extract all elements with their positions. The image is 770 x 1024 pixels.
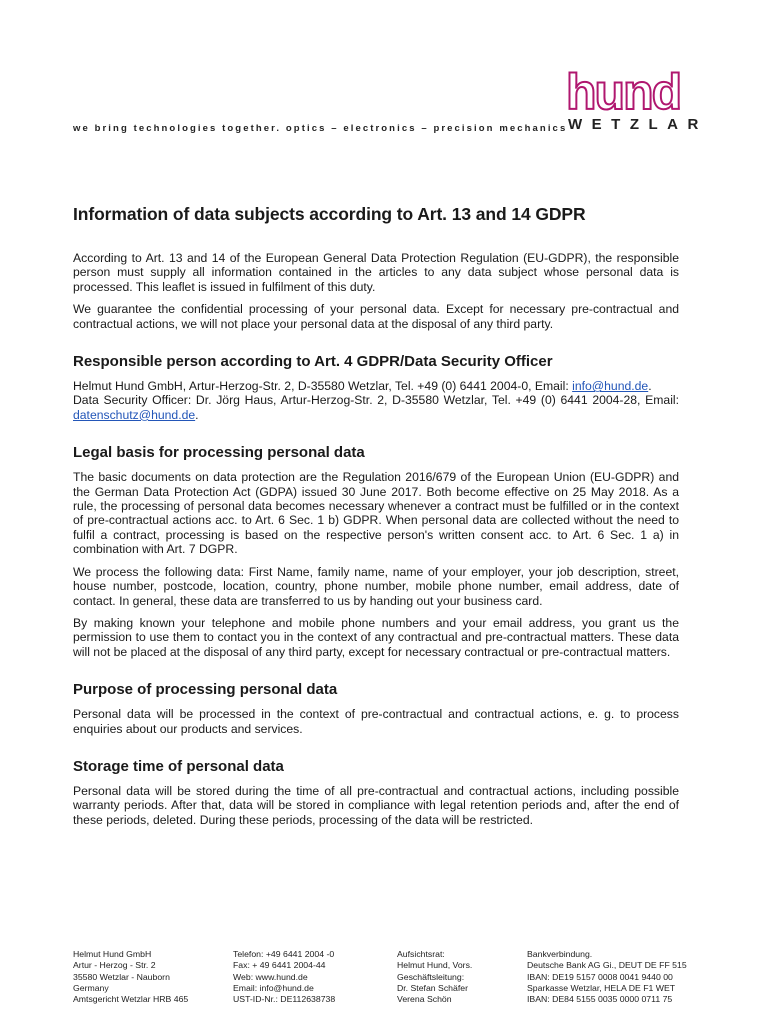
storage-heading: Storage time of personal data <box>73 757 284 775</box>
purpose-paragraph: Personal data will be processed in the context of pre-contractual and contractual actions, e. g. to process enquiries about our products and services. <box>73 707 679 736</box>
legal-paragraph-1: The basic documents on data protection are the Regulation 2016/679 of the European Union (EU-GDPR) and the German Data Protection Act (GDPA) issued 30 June 2017. Both become effective on 25 May 2018. As a rule, the processing of personal data becomes necessary whenever a contract must be fulfilled or in the context of pre-contractual actions acc. to Art. 6 Sec. 1 b) GDPR. When personal data are collected without the need to fulfil a contract, processing is based on the respective person's written consent acc. to Art. 6 Sec. 1 a) in combination with Art. 7 DGPR. <box>73 470 679 557</box>
footer-line: Verena Schön <box>397 994 452 1005</box>
footer-address-column <box>73 949 188 1005</box>
document-title: Information of data subjects according to Art. 13 and 14 GDPR <box>73 204 586 224</box>
purpose-heading: Purpose of processing personal data <box>73 681 338 699</box>
footer-line: Bankverbindung. <box>527 949 593 959</box>
footer-line: Fax: + 49 6441 2004-44 <box>233 960 326 971</box>
hund-logo <box>566 64 708 134</box>
footer-line: IBAN: DE19 5157 0008 0041 9440 00 <box>527 971 673 982</box>
company-tagline: we bring technologies together. optics – electronics – precision mechanics <box>73 123 568 134</box>
footer-line: Email: info@hund.de <box>233 982 314 993</box>
footer-line: IBAN: DE84 5155 0035 0000 0711 75 <box>527 994 673 1005</box>
intro-paragraph-2: We guarantee the confidential processing of your personal data. Except for necessary pre-contractual and contractual actions, we will not place your personal data at the disposal of any third party. <box>73 302 679 331</box>
footer-line: Sparkasse Wetzlar, HELA DE F1 WET <box>527 982 676 993</box>
footer-line: Deutsche Bank AG Gi., DEUT DE FF 515 <box>527 960 687 971</box>
responsible-company-line: Helmut Hund GmbH, Artur-Herzog-Str. 2, D-35580 Wetzlar, Tel. +49 (0) 6441 2004-0, Email: info@hund.de. <box>73 379 652 394</box>
footer-line: 35580 Wetzlar - Nauborn <box>73 971 170 982</box>
document-body <box>73 204 679 835</box>
footer-line: Dr. Stefan Schäfer <box>397 982 468 993</box>
footer-line: Artur - Herzog - Str. 2 <box>73 960 156 971</box>
intro-paragraph-1: According to Art. 13 and 14 of the European General Data Protection Regulation (EU-GDPR), the responsible person must supply all information contained in the articles to any data subject whose personal data is processed. This leaflet is issued in fulfilment of this duty. <box>73 251 679 294</box>
responsible-company-text: Helmut Hund GmbH, Artur-Herzog-Str. 2, D-35580 Wetzlar, Tel. +49 (0) 6441 2004-0, Email: <box>73 379 573 394</box>
legal-paragraph-3: By making known your telephone and mobile phone numbers and your email address, you grant us the permission to use them to contact you in the context of any contractual and pre-contractual matters. These data will not be placed at the disposal of any third party, except for necessary contractual or pre-contractual matters. <box>73 615 679 659</box>
footer-board-column <box>397 949 472 1005</box>
responsible-dso-line: Data Security Officer: Dr. Jörg Haus, Artur-Herzog-Str. 2, D-35580 Wetzlar, Tel. +49 (0) 6441 2004-28, Email: datenschutz@hund.de. <box>73 393 679 422</box>
footer-contact-column <box>233 949 335 1005</box>
legal-heading: Legal basis for processing personal data <box>73 444 365 462</box>
info-email-link[interactable]: info@hund.de <box>572 379 649 394</box>
logo-wordmark: hund <box>566 64 681 120</box>
footer-line: Germany <box>73 982 109 993</box>
footer-line: Geschäftsleitung: <box>397 971 465 982</box>
footer-line: UST-ID-Nr.: DE112638738 <box>233 994 336 1005</box>
storage-paragraph: Personal data will be stored during the time of all pre-contractual and contractual actions, including possible warranty periods. After that, data will be stored in compliance with legal retention periods and, after the end of these periods, deleted. During these periods, processing of the data will be restricted. <box>73 783 679 827</box>
responsible-heading: Responsible person according to Art. 4 GDPR/Data Security Officer <box>73 353 553 371</box>
footer-line: Aufsichtsrat: <box>397 949 445 959</box>
dso-email-link[interactable]: datenschutz@hund.de <box>73 407 196 422</box>
footer-bank-column <box>527 949 687 1005</box>
footer-line: Helmut Hund GmbH <box>73 949 152 959</box>
logo-city: WETZLAR <box>568 116 708 133</box>
legal-paragraph-2: We process the following data: First Name, family name, name of your employer, your job description, street, house number, postcode, location, country, phone number, mobile phone number, email address, date of contact. In general, these data are transferred to us by handing out your business card. <box>73 564 679 608</box>
footer-line: Telefon: +49 6441 2004 -0 <box>233 949 335 959</box>
footer-line: Web: www.hund.de <box>233 971 308 982</box>
footer-line: Amtsgericht Wetzlar HRB 465 <box>73 994 189 1005</box>
footer-line: Helmut Hund, Vors. <box>397 960 473 971</box>
responsible-dso-text: Data Security Officer: Dr. Jörg Haus, Artur-Herzog-Str. 2, D-35580 Wetzlar, Tel. +49 (0) 6441 2004-28, Email: <box>73 393 679 408</box>
